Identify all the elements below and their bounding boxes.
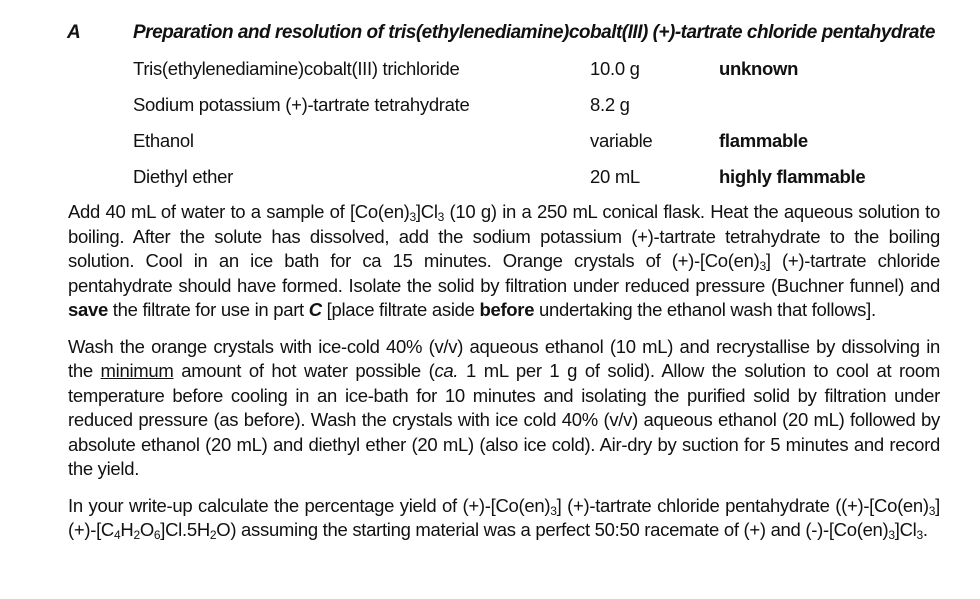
reagent-hazard: highly flammable — [719, 166, 866, 187]
procedure-paragraph-1: Add 40 mL of water to a sample of $[Co(en)_3]Cl_3$ (10 g) in a 250 mL conical flask. Heat the aqueous solution to boiling. After the solute has dissolved, add the sodium potassium (+)-tartrate tetrahydrate to the boiling solution. Cool in an ice bath for ca 15 minutes. Orange crystals of $(+)-[Co(en)_3]$ (+)-tartrate chloride pentahydrate should have formed. Isolate the solid by filtration under reduced pressure (Buchner funnel) and save the filtrate for use in part C [place filtrate aside before undertaking the ethanol wash that follows]. — [68, 201, 940, 320]
reagent-quantity: 10.0 g — [590, 58, 640, 79]
reagent-quantity: 8.2 g — [590, 94, 630, 115]
procedure-text — [68, 200, 940, 555]
section-title: Preparation and resolution of tris(ethylenediamine)cobalt(III) (+)-tartrate chloride pentahydrate — [133, 22, 935, 43]
reagent-name: Tris(ethylenediamine)cobalt(III) trichloride — [133, 58, 460, 79]
procedure-paragraph-3: In your write-up calculate the percentage yield of $(+)-[Co(en)_3]$ (+)-tartrate chloride pentahydrate $((+)-[Co(en)_3](+)-[C_4H_2O_6]Cl.5H_2O)$ assuming the starting material was a perfect 50:50 racemate of (+) and $(-)-[Co(en)_3]Cl_3$. — [68, 494, 940, 542]
reagent-row — [133, 58, 933, 94]
reagent-hazard: flammable — [719, 130, 808, 151]
reagent-name: Diethyl ether — [133, 166, 233, 187]
reagent-quantity: variable — [590, 130, 653, 151]
reagent-quantity: 20 mL — [590, 166, 640, 187]
reagent-hazard: unknown — [719, 58, 799, 79]
reagent-row — [133, 130, 933, 166]
procedure-paragraph-2: Wash the orange crystals with ice-cold 40% (v/v) aqueous ethanol (10 mL) and recrystallise by dissolving in the minimum amount of hot water possible (ca. 1 mL per 1 g of solid). Allow the solution to cool at room temperature before cooling in an ice-bath for 10 minutes and isolating the purified solid by filtration under reduced pressure (as before). Wash the crystals with ice cold 40% (v/v) aqueous ethanol (20 mL) followed by absolute ethanol (20 mL) and diethyl ether (20 mL) (also ice cold). Air-dry by suction for 5 minutes and record the yield. — [68, 335, 940, 479]
reagent-name: Sodium potassium (+)-tartrate tetrahydrate — [133, 94, 470, 115]
section-letter: A — [67, 22, 81, 43]
reagent-row — [133, 94, 933, 130]
reagent-list — [133, 58, 933, 202]
reagent-row — [133, 166, 933, 202]
reagent-name: Ethanol — [133, 130, 194, 151]
